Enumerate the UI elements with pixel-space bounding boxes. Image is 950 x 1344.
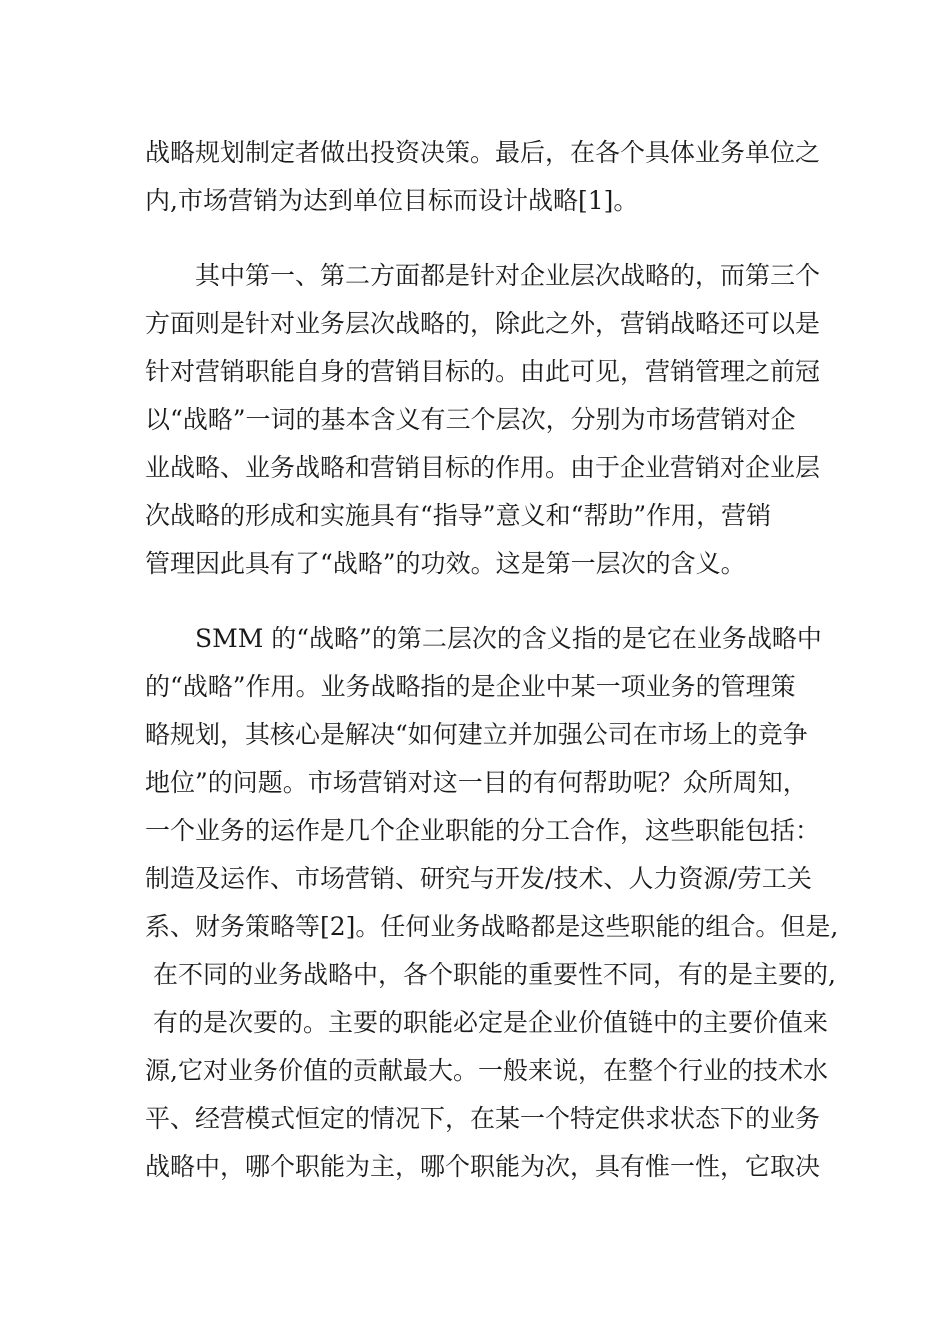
text-line: 系、财务策略等[2]。任何业务战略都是这些职能的组合。但是, (145, 912, 839, 941)
text-line: 业战略、业务战略和营销目标的作用。由于企业营销对企业层 (145, 453, 821, 482)
text-line: 在不同的业务战略中，各个职能的重要性不同，有的是主要的, (145, 960, 836, 989)
text-line: 次战略的形成和实施具有“指导”意义和“帮助”作用，营销 (145, 501, 772, 530)
text-line: 有的是次要的。主要的职能必定是企业价值链中的主要价值来 (145, 1008, 828, 1037)
text-line: 略规划，其核心是解决“如何建立并加强公司在市场上的竞争 (145, 720, 808, 749)
text-line: 战略规划制定者做出投资决策。最后，在各个具体业务单位之 (145, 138, 821, 167)
text-line: 内,市场营销为达到单位目标而设计战略[1]。 (145, 186, 639, 215)
text-line: 其中第一、第二方面都是针对企业层次战略的，而第三个 (145, 261, 821, 290)
text-line: 以“战略”一词的基本含义有三个层次，分别为市场营销对企 (145, 405, 796, 434)
text-line: 地位”的问题。市场营销对这一目的有何帮助呢？众所周知， (145, 768, 808, 797)
text-line: 的“战略”作用。业务战略指的是企业中某一项业务的管理策 (145, 672, 796, 701)
text-line: 平、经营模式恒定的情况下，在某一个特定供求状态下的业务 (145, 1104, 821, 1133)
text-line: 源,它对业务价值的贡献最大。一般来说，在整个行业的技术水 (145, 1056, 828, 1085)
text-line: 一个业务的运作是几个企业职能的分工合作，这些职能包括： (145, 816, 821, 845)
text-line: SMM 的“战略”的第二层次的含义指的是它在业务战略中 (145, 624, 822, 653)
text-line: 方面则是针对业务层次战略的，除此之外，营销战略还可以是 (145, 309, 821, 338)
text-line: 管理因此具有了“战略”的功效。这是第一层次的含义。 (145, 549, 746, 578)
text-line: 战略中，哪个职能为主，哪个职能为次，具有惟一性，它取决 (145, 1152, 821, 1181)
text-line: 针对营销职能自身的营销目标的。由此可见，营销管理之前冠 (145, 357, 821, 386)
text-line: 制造及运作、市场营销、研究与开发/技术、人力资源/劳工关 (145, 864, 812, 893)
